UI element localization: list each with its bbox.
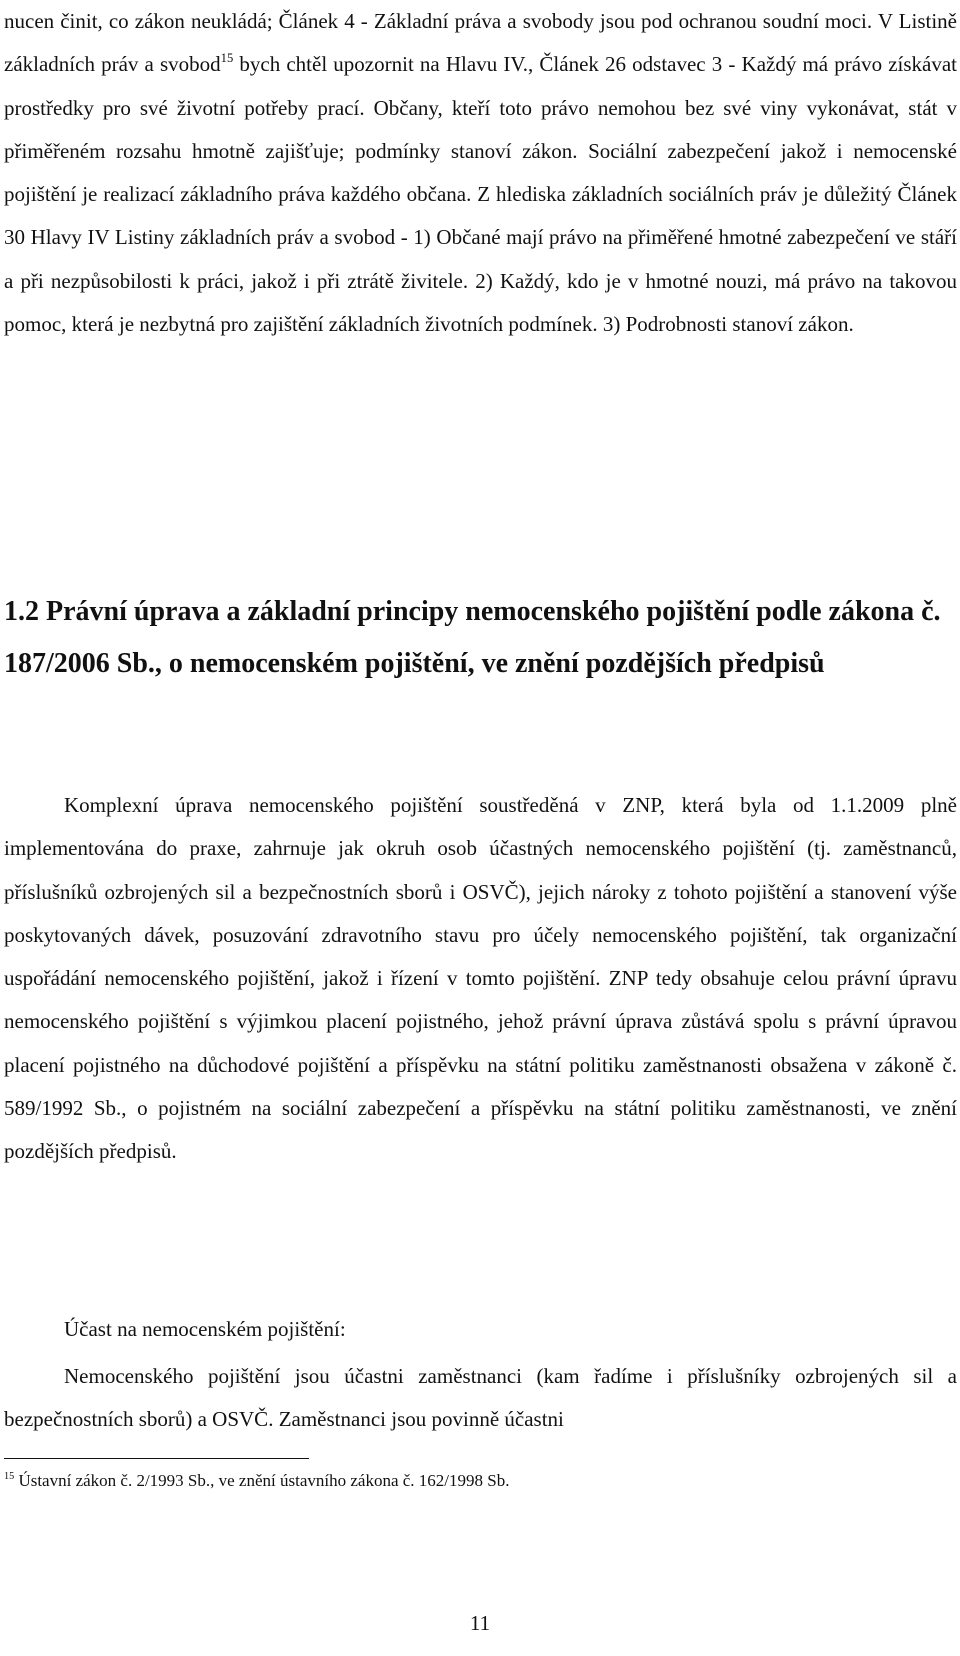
page-number: 11 — [469, 1611, 491, 1635]
footnote-separator — [4, 1458, 309, 1459]
paragraph-text: Nemocenského pojištění jsou účastni zaměstnanci (kam řadíme i příslušníky ozbrojených sil a bezpečnostních sborů) a OSVČ. Zaměstnanci jsou povinně účastni — [4, 1364, 957, 1432]
paragraph-text: Komplexní úprava nemocenského pojištění soustředěná v ZNP, která byla od 1.1.2009 plně implementována do praxe, zahrnuje jak okruh osob účastných nemocenského pojištění (tj. zaměstnanců, příslušníků ozbrojených sil a bezpečnostních sborů i OSVČ), jejich nároky z tohoto pojištění a stanovení výše poskytovaných dávek, posuzování zdravotního stavu pro účely nemocenského pojištění, tak organizační uspořádání nemocenského pojištění, jakož i řízení v tomto pojištění. ZNP tedy obsahuje celou právní úpravu nemocenského pojištění s výjimkou placení pojistného, jehož právní úprava zůstává spolu s právní úpravou placení pojistného na důchodové pojištění a příspěvku na státní politiku zaměstnanosti obsažena v zákoně č. 589/1992 Sb., o pojistném na sociální zabezpečení a příspěvku na státní politiku zaměstnanosti, ve znění pozdějších předpisů. — [4, 793, 957, 1164]
footnote-number: 15 — [4, 1470, 15, 1482]
footnote — [4, 1468, 954, 1494]
footnote-text: Ústavní zákon č. 2/1993 Sb., ve znění ústavního zákona č. 162/1998 Sb. — [14, 1471, 510, 1490]
body-paragraph-rights — [4, 0, 957, 346]
footnote-reference: 15 — [220, 51, 234, 66]
body-paragraph-znp — [4, 784, 957, 1174]
section-heading: 1.2 Právní úprava a základní principy nemocenského pojištění podle zákona č. 187/2006 Sb., o nemocenském pojištění, ve znění pozdějších předpisů — [4, 596, 941, 679]
paragraph-text-part-2: bych chtěl upozornit na Hlavu IV., Článek 26 odstavec 3 - Každý má právo získávat prostředky pro své životní potřeby prací. Občany, kteří toto právo nemohou bez své viny vykonávat, stát v přiměřeném rozsahu hmotně zajišťuje; podmínky stanoví zákon. Sociální zabezpečení jakož i nemocenské pojištění je realizací základního práva každého občana. Z hlediska základních sociálních práv je důležitý Článek 30 Hlavy IV Listiny základních práv a svobod - 1) Občané mají právo na přiměřené hmotné zabezpečení ve stáří a při nezpůsobilosti k práci, jakož i při ztrátě živitele. 2) Každý, kdo je v hmotné nouzi, má právo na takovou pomoc, která je nezbytná pro zajištění základních životních podmínek. 3) Podrobnosti stanoví zákon. — [4, 52, 958, 337]
body-paragraph-participation — [4, 1355, 957, 1442]
subsection-label: Účast na nemocenském pojištění: — [64, 1317, 346, 1341]
paragraph-text-part-1: nucen činit, co zákon neukládá; Článek 4 - Základní práva a svobody jsou pod ochranou soudní moci. V Listině základních práv a svobod — [4, 9, 957, 77]
